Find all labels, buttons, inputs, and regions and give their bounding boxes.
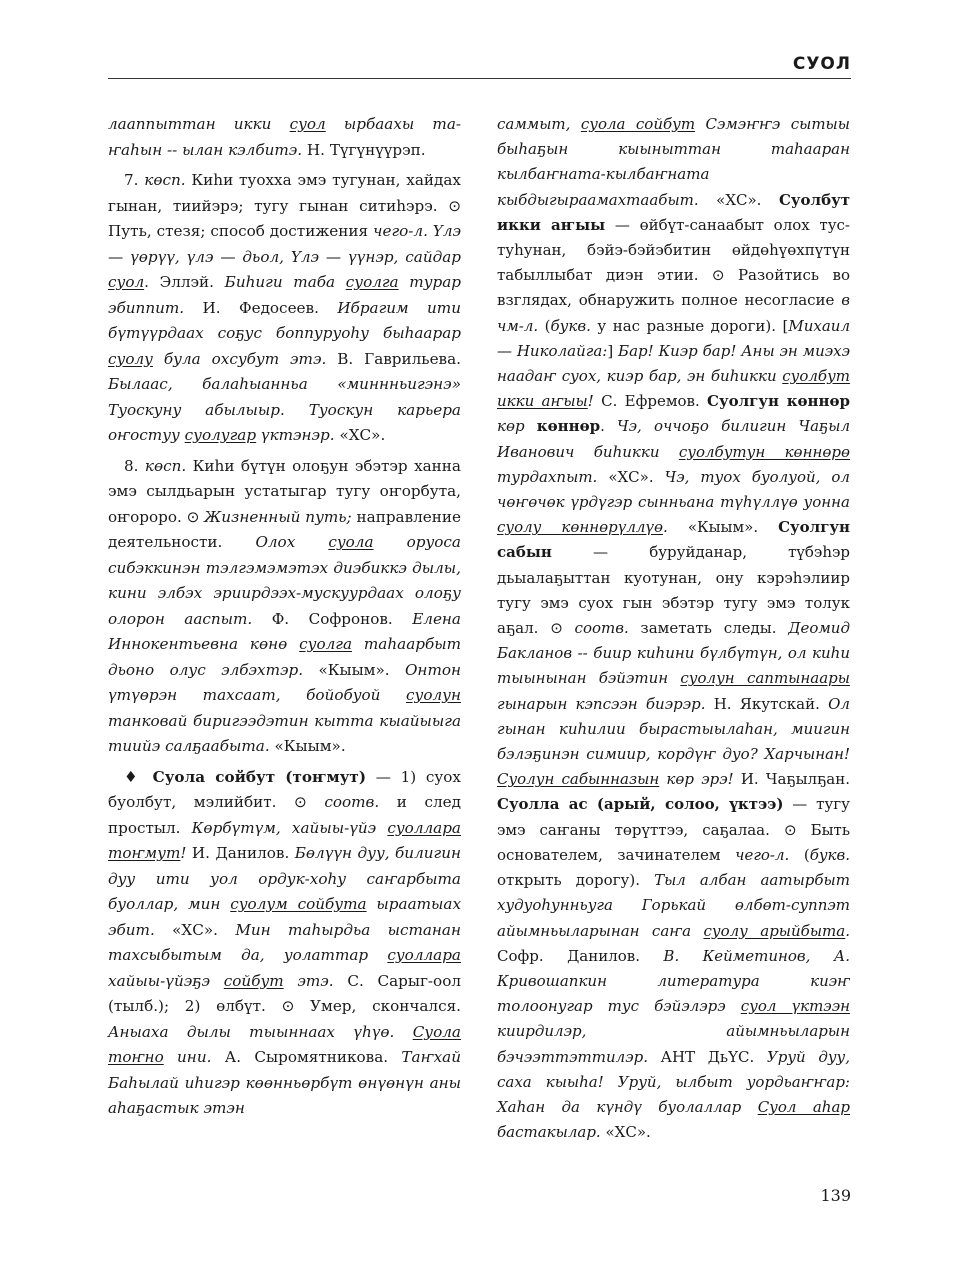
underlined-term: суол [108, 273, 145, 291]
text-segment: «ХС». [597, 467, 665, 486]
underlined-term: суол [289, 115, 326, 133]
circle-dot-icon: ⊙ [711, 266, 725, 285]
text-segment: «Кыым». [303, 660, 405, 679]
example-text: көсп. [144, 456, 187, 475]
example-text: ҥаһын -- ылан кэлбитэ. [108, 140, 303, 159]
text-segment: «ХС». [334, 426, 386, 444]
running-head: СУОЛ [792, 54, 851, 74]
example-text: Онтон үтүөрэн тахсаат, бойобуой [108, 660, 461, 704]
text-segment: ( [538, 316, 551, 335]
headword: Суолгун көннөр [707, 392, 850, 411]
dictionary-paragraph [108, 112, 461, 163]
example-text: ини. [163, 1048, 212, 1066]
underlined-term: суол үктээн [740, 997, 850, 1016]
example-text: Былаас, балаһыанньа «миннньигэнэ» Туоскуну абылыыр. Туоскун карьера оҥостуу [108, 375, 461, 444]
text-segment: у нас разные дороги). [ [590, 316, 789, 335]
text-segment: Путь, стезя; способ достижения [108, 222, 374, 240]
example-text: Уруй дуу, саха кыыһа! Уруй, ылбыт уордьаҥҥар: Хаһан да күндү буолаллар [497, 1047, 851, 1116]
text-segment: 8. [124, 456, 145, 475]
text-segment: 7. [124, 171, 145, 189]
underlined-term: суолу арыйбыта [703, 921, 846, 940]
text-segment: заметать следы. [628, 619, 789, 638]
underlined-term: суолбутун көннөрө [678, 442, 850, 461]
left-column [108, 112, 461, 1127]
underlined-term: суолу көннөрүллүө [497, 518, 664, 537]
text-segment: . Эллэй. [144, 273, 225, 291]
circle-dot-icon: ⊙ [448, 196, 461, 215]
example-text: көр эрэ! [659, 770, 734, 789]
text-segment: Н. Түгүнүүрэп. [302, 140, 426, 159]
text-segment: С. Сарыг-оол (тылб.); 2) өлбүт. [108, 971, 461, 1015]
right-column [497, 112, 850, 1150]
text-segment: И. Федосеев. [184, 298, 338, 317]
underlined-term: суоллара тоҥмут [108, 818, 461, 862]
text-segment: И. Чаҕылҕан. [733, 770, 850, 789]
headword: көннөр [536, 417, 601, 436]
example-text: үктэнэр. [256, 426, 335, 444]
underlined-term: суолум сойбута [230, 895, 367, 913]
example-text: чего-л. Үлэ — үөрүү, үлэ — дьол, Үлэ — үүнэр, сайдар [108, 222, 461, 266]
headword: Суола сойбут (тоҥмут) [142, 767, 367, 786]
underlined-term: Суола тоҥно [108, 1022, 461, 1066]
headword: Суолгун сабын [497, 518, 850, 562]
example-text: таһаарбыт дьоно олус элбэхтэр. [108, 635, 462, 679]
example-text: соотв. [306, 793, 380, 811]
text-segment: С. Ефремов. [593, 392, 708, 411]
example-text: Деомид Бакланов -- биир киһини бүлбүтүн, ол киһи тыынынан бэйэтин [497, 619, 850, 688]
example-text: Олох [255, 533, 329, 551]
underlined-term: Суол аһар [757, 1097, 851, 1116]
example-text: ! [180, 844, 187, 862]
page-number: 139 [820, 1186, 851, 1205]
example-text: в чм-л. [497, 291, 850, 335]
text-segment: В. Гаврильева. [326, 349, 461, 368]
underlined-term: суолу [108, 349, 153, 368]
text-segment: — 1) суох буолбут, мэлийбит. [108, 767, 461, 811]
example-text: гынарын кэпсээн биэрэр. [497, 694, 706, 713]
example-text: лааппыттан икки [108, 115, 290, 133]
underlined-term: суолун [406, 686, 461, 704]
example-text: була охсубут этэ. [152, 349, 327, 368]
example-text: чего-л. [735, 845, 790, 864]
text-segment: Н. Якутскай. [705, 694, 829, 713]
text-segment: АНТ ДьҮС. [647, 1047, 767, 1066]
text-segment: . [600, 417, 618, 436]
example-text: бастакылар. [497, 1123, 601, 1142]
dictionary-paragraph [108, 765, 461, 1122]
dictionary-paragraph [108, 168, 461, 449]
text-segment: открыть дорогу). [497, 871, 655, 890]
example-text: Сэмэҥҥэ сытыы быһаҕын кыыныттан таһааран кылбаҥната-кылбаҥната кыбдыгыраамахтаабыт. [497, 115, 850, 209]
text-segment: направление деятельности. [108, 507, 462, 551]
text-segment: — буруйданар, түбэһэр дьыалаҕыттан куотунан, ону кэрэһэлиир тугу эмэ суох гын эбэтэр тугу эмэ толук аҕал. [497, 543, 850, 638]
example-text: турдахпыт. [497, 467, 598, 486]
example-text: ырбаахы та- [325, 115, 462, 133]
example-text: Биһиги таба [224, 273, 346, 291]
text-segment: ] [607, 341, 619, 360]
example-text: ! [587, 392, 594, 411]
underlined-term: суола сойбут [580, 115, 696, 133]
text-segment: Ф. Софронов. [252, 609, 413, 628]
example-text: В. Кейметинов, А. Кривошапкин литература киэҥ толоонугар тус бэйэлэрэ [497, 946, 850, 1016]
example-text: көсп. [144, 171, 186, 189]
dictionary-paragraph [497, 112, 850, 1145]
example-text: Бар! Киэр бар! Аны эн миэхэ наадаҥ суох, киэр бар, эн биһикки [497, 341, 851, 386]
text-segment: «ХС». [154, 920, 236, 939]
dictionary-paragraph [108, 454, 461, 760]
text-segment: Софр. Данилов. [497, 946, 664, 965]
example-text: Тыл албан аатырбыт худуоһунньуга Горькай өлбөт-суппэт айымньыларынан саҥа [497, 871, 850, 940]
underlined-term: суолга [299, 635, 353, 653]
underlined-term: суола [328, 533, 374, 551]
circle-dot-icon: ⊙ [186, 507, 200, 526]
text-segment: — өйбүт-санаабыт олох тус-туһунан, бэйэ-бэйэбитин өйдөһүөхпүтүн табыллыбат диэн этии. [497, 215, 850, 285]
example-text: букв. [550, 316, 591, 335]
underlined-term: суолун саптынаары [680, 669, 850, 688]
underlined-term: суолга [345, 273, 399, 291]
circle-dot-icon: ⊙ [783, 820, 797, 839]
example-text: соотв. [562, 619, 629, 638]
example-text: Чэ, оччоҕо билигин Чаҕыл Иванович биһикки [497, 417, 850, 461]
circle-dot-icon: ⊙ [281, 997, 295, 1015]
example-text: Таҥхай Баһылай иһигэр көөнньөрбүт өнүөнүн аны аһаҕастык этэн [108, 1048, 461, 1117]
text-segment: ( [789, 845, 810, 864]
example-text: Ол гынан киһилии бырастыылаһан, миигин бэлэҕинэн симиир, кордүҥ дуо? Харчынан! [497, 694, 850, 764]
diamond-icon: ♦ [124, 767, 143, 786]
example-text: хайыы-үйэҕэ [108, 971, 224, 990]
text-segment: и след простыл. [108, 793, 461, 837]
example-text: турар эбиппит. [108, 273, 461, 317]
example-text: Чэ, туох буолуой, ол чөҥөчөк үрдүгэр сынньана түһүллүө уонна [497, 467, 850, 512]
example-text: Жизненный путь; [199, 507, 352, 526]
text-segment: «Кыым». [269, 737, 346, 755]
example-text: Көрбүтүм, хайыы-үйэ [191, 818, 388, 837]
text-segment: «ХС». [600, 1123, 651, 1142]
example-text: Бөлүүн дуу, билигин дуу ити уол ордук-хоһу саҥарбыта буоллар, мин [108, 844, 461, 913]
example-text: этэ. [283, 971, 334, 990]
circle-dot-icon: ⊙ [550, 619, 563, 638]
underlined-term: сойбут [223, 971, 284, 990]
text-segment: Умер, скончался. [294, 997, 461, 1015]
text-segment: — тугу эмэ саҥаны төрүттээ, саҕалаа. [497, 795, 850, 839]
underlined-term: суолбут икки аҥыы [497, 367, 850, 411]
example-text: киирдилэр, айымньыларын бэчээттэттилэр. [497, 1022, 850, 1066]
text-segment: «ХС». [698, 190, 779, 209]
example-text: көр [497, 417, 537, 436]
text-segment: И. Данилов. [186, 844, 295, 862]
example-text: оруоса сибэккинэн тэлгэмэмэтэх диэбиккэ дылы, кини элбэх эриирдээх-мускуурдаах олоҕу олорон ааспыт. [108, 533, 461, 628]
underlined-term: Суолун сабынназын [497, 770, 660, 789]
example-text: Аныаха дылы тыыннаах үһүө. [108, 1022, 413, 1041]
example-text: букв. [809, 845, 850, 864]
example-text: . [663, 518, 668, 537]
example-text: саммыт, [497, 115, 581, 133]
text-segment: А. Сыромятникова. [211, 1048, 402, 1066]
underlined-term: суоллара [387, 946, 461, 964]
text-segment: Быть основателем, зачинателем [497, 820, 850, 864]
example-text: Мин таһырдьа ыстанан тахсыбытым да, уолаттар [108, 920, 461, 964]
example-text: ыраатыах эбит. [108, 895, 462, 939]
underlined-term: суолугар [184, 426, 257, 444]
example-text: Михаил — Николайга: [497, 316, 850, 360]
example-text: . [845, 921, 850, 940]
headword: Суолбут икки аҥыы [497, 190, 850, 234]
example-text: Ибрагим ити бүтүүрдаах соҕус боппуруоһу быһаарар [108, 298, 461, 342]
text-segment: «Кыым». [667, 518, 779, 537]
text-segment: Киһи туохха эмэ тугунан, хайдах гынан, тиийэрэ; тугу гынан ситиһэрэ. [108, 171, 461, 215]
page-header [108, 52, 851, 79]
circle-dot-icon: ⊙ [294, 793, 307, 811]
example-text: танковай биригээдэтин кытта кыайыыга тиийэ салҕаабыта. [108, 711, 461, 755]
text-segment: Киһи бүтүн олоҕун эбэтэр ханна эмэ сылдьарын устатыгар тугу оҥорбута, оҥороро. [108, 456, 461, 526]
text-segment: Разойтись во взглядах, обнаружить полное несогласие [497, 266, 850, 310]
headword: Суолла ас (арый, солоо, үктээ) [497, 795, 784, 814]
example-text: Елена Иннокентьевна көнө [108, 609, 461, 653]
